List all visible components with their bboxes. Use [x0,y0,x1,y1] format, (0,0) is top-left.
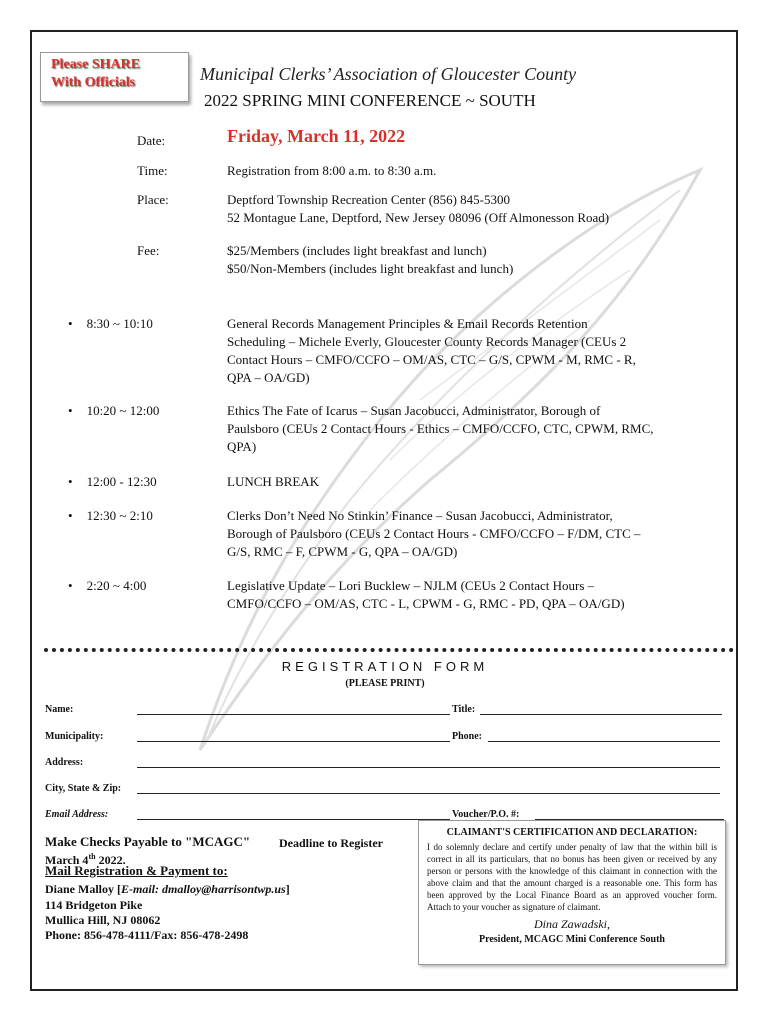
share-badge [40,52,189,102]
session-line: LUNCH BREAK [227,474,320,489]
conference-title: 2022 SPRING MINI CONFERENCE ~ SOUTH [204,91,536,110]
cut-line-divider [44,648,734,652]
fee-line-2: $50/Non-Members (includes light breakfast and lunch) [227,261,514,276]
session-time: • 12:30 ~ 2:10 [68,508,153,524]
contact-phone: Phone: 856-478-4111/Fax: 856-478-2498 [45,928,249,942]
session-line: G/S, RMC – F, CPWM - G, QPA – OA/GD) [227,544,458,559]
session-line: Scheduling – Michele Everly, Gloucester County Records Manager (CEUs 2 [227,334,627,349]
session-line: Legislative Update – Lori Bucklew – NJLM (CEUs 2 Contact Hours – [227,578,595,593]
session-line: QPA) [227,439,257,454]
address-field[interactable] [137,767,720,768]
phone-label: Phone: [452,731,482,742]
share-line-2: With Officials [51,75,136,90]
signature: Dina Zawadski, [533,917,610,931]
title-field[interactable] [480,714,722,715]
session-time: • 10:20 ~ 12:00 [68,403,159,419]
deadline-date: March 4th 2022. [45,852,126,867]
deadline-label: Deadline to Register [279,836,383,850]
contact-email: E-mail: dmalloy@harrisontwp.us [121,882,286,896]
claimant-heading: CLAIMANT'S CERTIFICATION AND DECLARATION: [446,827,698,838]
time-value: Registration from 8:00 a.m. to 8:30 a.m. [227,163,437,178]
contact-street: 114 Bridgeton Pike [45,898,143,912]
date-label: Date: [137,133,166,148]
place-line-1: Deptford Township Recreation Center (856) 845-5300 [227,192,510,207]
voucher-label: Voucher/P.O. #: [452,809,520,820]
name-field[interactable] [137,714,450,715]
email-field[interactable] [137,819,450,820]
session-description [227,507,727,561]
session-description [227,473,727,491]
registration-form-title: REGISTRATION FORM [281,659,489,674]
city-state-zip-field[interactable] [137,793,720,794]
session-description [227,402,727,456]
time-label: Time: [137,163,168,178]
claimant-body: I do solemnly declare and certify under penalty of law that the within bill is correct in all its particulars, that no bonus has been given or received by any person or persons with the knowledge of this claimant in connection with the above claim and that the amount charged is a reasonable one. This form has been approved by the Local Finance Board as an approved voucher form. Attach to your voucher as signature of claimant. [427,842,717,912]
session-time: • 12:00 - 12:30 [68,474,157,490]
title-label: Title: [452,704,476,715]
session-line: Paulsboro (CEUs 2 Contact Hours - Ethics – CMFO/CCFO, CTC, CPWM, RMC, [227,421,654,436]
signer-title: President, MCAGC Mini Conference South [478,934,665,945]
name-label: Name: [45,704,74,715]
session-line: Clerks Don’t Need No Stinkin’ Finance – Susan Jacobucci, Administrator, [227,508,613,523]
place-line-2: 52 Montague Lane, Deptford, New Jersey 08096 (Off Almonesson Road) [227,210,610,225]
place-label: Place: [137,192,169,207]
municipality-label: Municipality: [45,731,104,742]
session-description [227,315,727,387]
date-value: Friday, March 11, 2022 [227,126,406,146]
municipality-field[interactable] [137,741,450,742]
session-line: Contact Hours – CMFO/CCFO – OM/AS, CTC – G/S, CPWM - M, RMC - R, [227,352,636,367]
share-line-1: Please SHARE [51,57,141,72]
session-line: CMFO/CCFO – OM/AS, CTC - L, CPWM - G, RMC - PD, QPA – OA/GD) [227,596,625,611]
phone-field[interactable] [488,741,720,742]
organization-name: Municipal Clerks’ Association of Gloucester County [200,64,577,84]
session-line: QPA – OA/GD) [227,370,310,385]
session-line: General Records Management Principles & Email Records Retention [227,316,588,331]
email-label: Email Address: [45,809,109,820]
fee-line-1: $25/Members (includes light breakfast and lunch) [227,243,487,258]
address-label: Address: [45,757,84,768]
city-state-zip-label: City, State & Zip: [45,783,122,794]
claimant-certification-box [418,820,726,965]
mail-registration-heading: Mail Registration & Payment to: [45,863,228,878]
please-print-note: (PLEASE PRINT) [345,678,425,689]
session-time: • 8:30 ~ 10:10 [68,316,153,332]
session-description [227,577,727,613]
checks-payable-note: Make Checks Payable to "MCAGC" [45,834,251,849]
session-line: Borough of Paulsboro (CEUs 2 Contact Hours - CMFO/CCFO – F/DM, CTC – [227,526,641,541]
session-time: • 2:20 ~ 4:00 [68,578,146,594]
contact-name: Diane Malloy [E-mail: dmalloy@harrisontwp.us] [45,882,290,896]
contact-city: Mullica Hill, NJ 08062 [45,913,161,927]
session-line: Ethics The Fate of Icarus – Susan Jacobucci, Administrator, Borough of [227,403,601,418]
fee-label: Fee: [137,243,160,258]
